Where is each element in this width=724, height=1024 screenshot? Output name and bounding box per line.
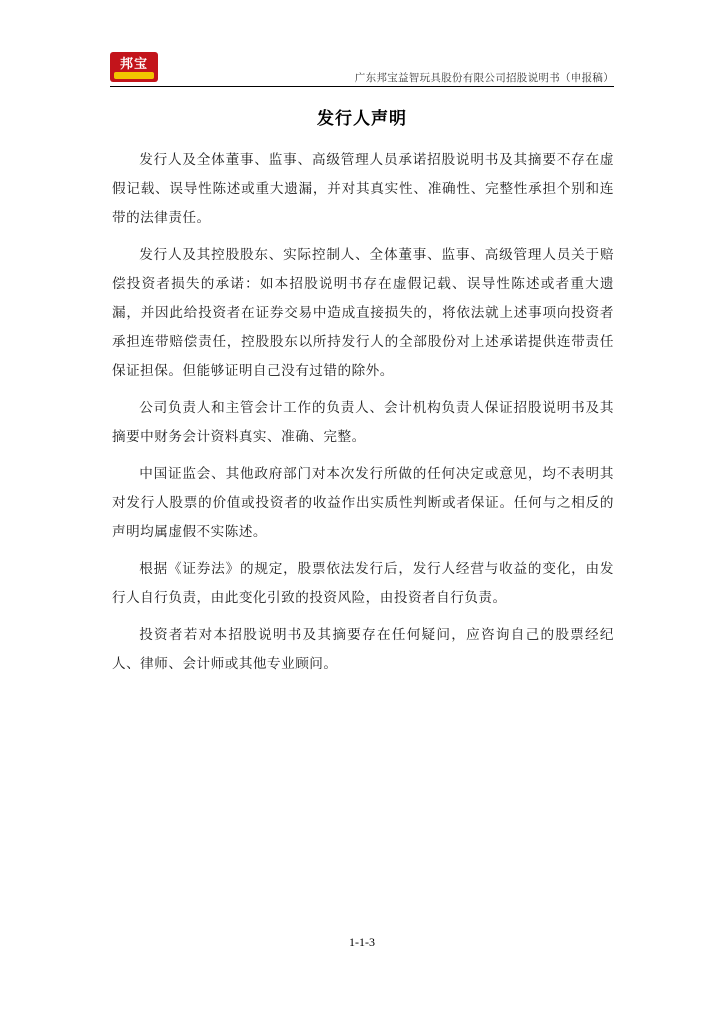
paragraph: 投资者若对本招股说明书及其摘要存在任何疑问，应咨询自己的股票经纪人、律师、会计师或其他专业顾问。	[112, 627, 614, 672]
page-title: 发行人声明	[317, 109, 407, 129]
paragraph: 根据《证券法》的规定，股票依法发行后，发行人经营与收益的变化，由发行人自行负责，由此变化引致的投资风险，由投资者自行负责。	[112, 561, 614, 606]
paragraph: 发行人及全体董事、监事、高级管理人员承诺招股说明书及其摘要不存在虚假记载、误导性陈述或重大遗漏，并对其真实性、准确性、完整性承担个别和连带的法律责任。	[112, 152, 614, 226]
paragraph: 中国证监会、其他政府部门对本次发行所做的任何决定或意见，均不表明其对发行人股票的价值或投资者的收益作出实质性判断或者保证。任何与之相反的声明均属虚假不实陈述。	[112, 466, 614, 540]
header-divider	[110, 86, 614, 87]
logo-banner	[114, 72, 154, 79]
company-logo	[110, 52, 158, 82]
statement-body	[112, 146, 614, 687]
paragraph: 发行人及其控股股东、实际控制人、全体董事、监事、高级管理人员关于赔偿投资者损失的承诺：如本招股说明书存在虚假记载、误导性陈述或者重大遗漏，并因此给投资者在证券交易中造成直接损失的，将依法就上述事项向投资者承担连带赔偿责任，控股股东以所持发行人的全部股份对上述承诺提供连带责任保证担保。但能够证明自己没有过错的除外。	[112, 247, 614, 379]
page-number: 1-1-3	[349, 935, 375, 949]
paragraph: 公司负责人和主管会计工作的负责人、会计机构负责人保证招股说明书及其摘要中财务会计资料真实、准确、完整。	[112, 400, 614, 445]
logo-text: 邦宝	[119, 57, 148, 72]
document-header-title: 广东邦宝益智玩具股份有限公司招股说明书（申报稿）	[354, 72, 614, 84]
